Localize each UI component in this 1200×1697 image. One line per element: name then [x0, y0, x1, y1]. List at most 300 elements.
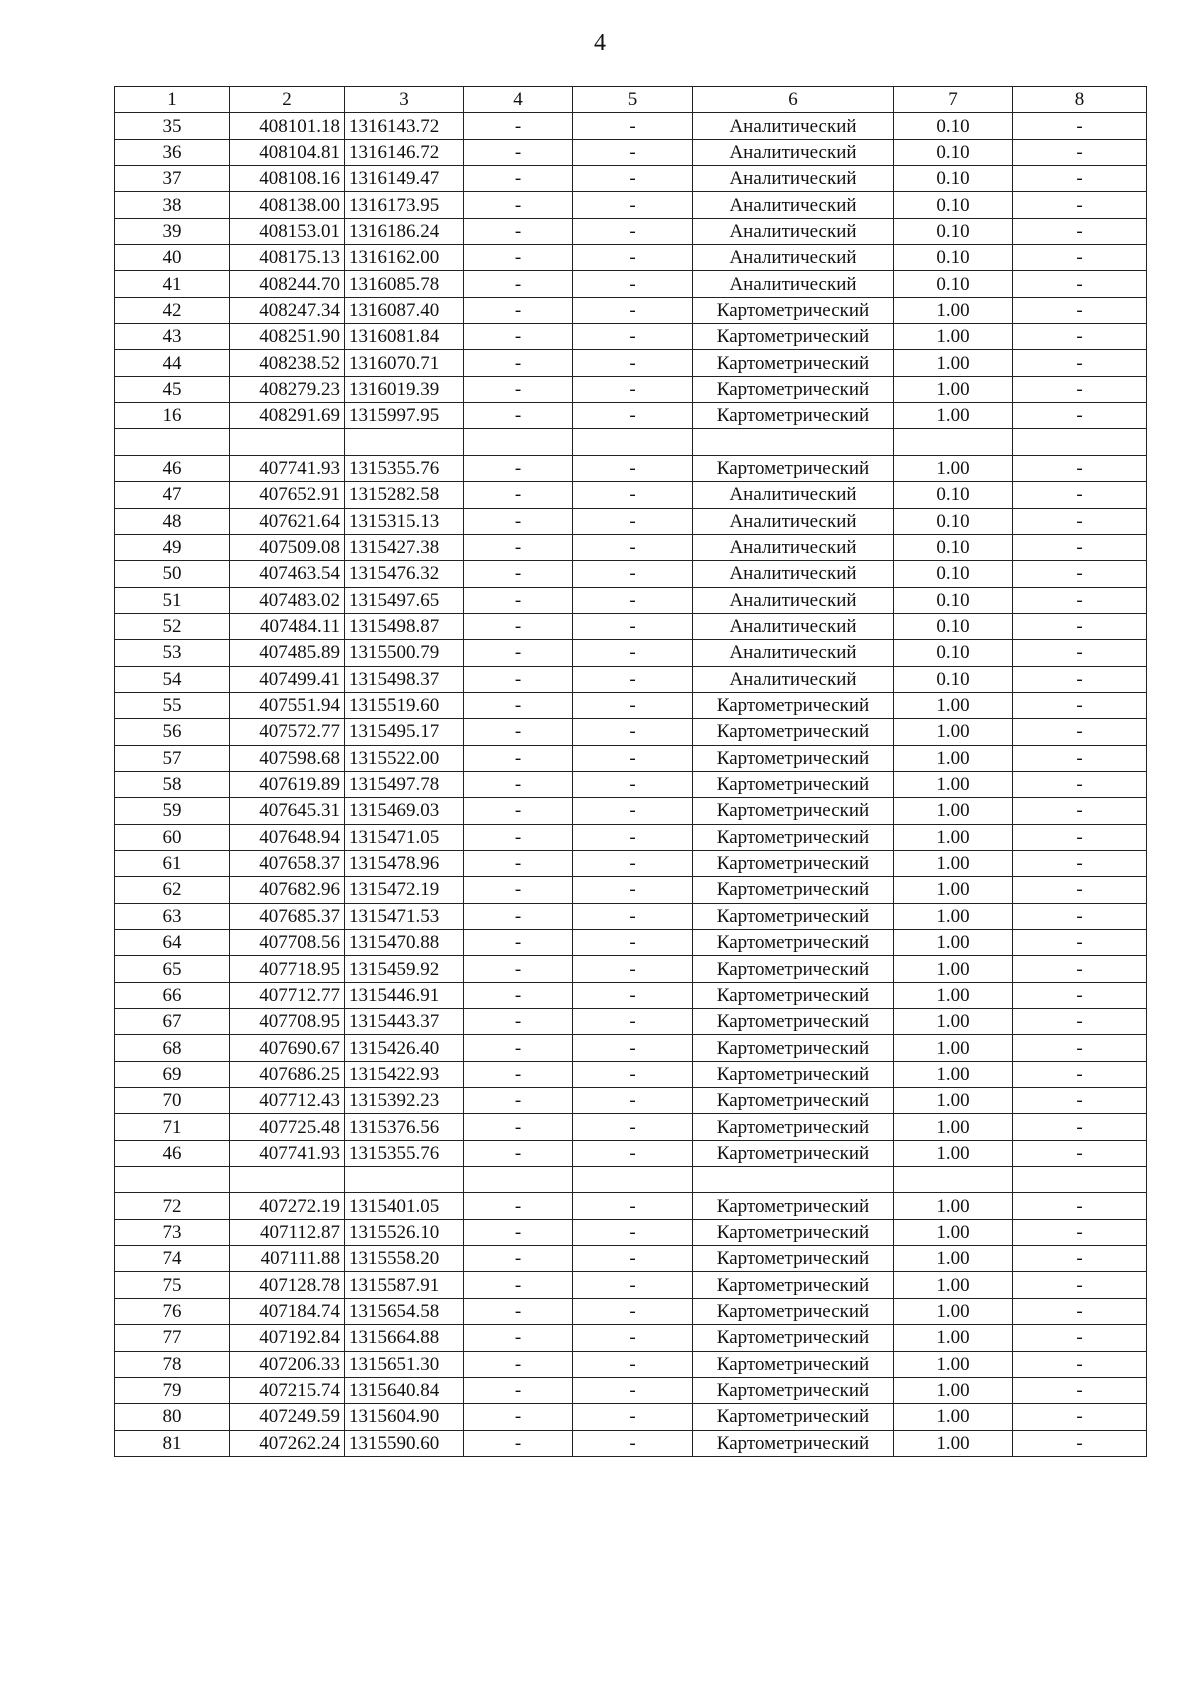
column-8-value-cell: -	[1013, 956, 1147, 982]
method-cell: Картометрический	[693, 1140, 894, 1166]
x-coordinate-cell: 407184.74	[230, 1298, 345, 1324]
column-8-value-cell: -	[1013, 218, 1147, 244]
column-4-value-cell: -	[464, 1009, 573, 1035]
column-4-value-cell: -	[464, 1140, 573, 1166]
column-4-value-cell: -	[464, 1351, 573, 1377]
table-row	[115, 455, 1147, 481]
x-coordinate-cell: 407272.19	[230, 1193, 345, 1219]
column-4-value-cell: -	[464, 692, 573, 718]
point-number-cell: 79	[115, 1377, 230, 1403]
column-5-value-cell: -	[573, 956, 693, 982]
table-row	[115, 877, 1147, 903]
point-number-cell: 66	[115, 982, 230, 1008]
column-8-value-cell: -	[1013, 719, 1147, 745]
y-coordinate-cell: 1315443.37	[345, 1009, 464, 1035]
column-header-5: 5	[573, 87, 693, 113]
column-header-8: 8	[1013, 87, 1147, 113]
column-8-value-cell: -	[1013, 1246, 1147, 1272]
column-8-value-cell: -	[1013, 271, 1147, 297]
method-cell: Картометрический	[693, 1430, 894, 1456]
coordinates-table	[114, 86, 1147, 1457]
table-row	[115, 719, 1147, 745]
x-coordinate-cell: 407741.93	[230, 455, 345, 481]
table-row	[115, 692, 1147, 718]
column-8-value-cell: -	[1013, 1009, 1147, 1035]
column-4-value-cell: -	[464, 403, 573, 429]
column-4-value-cell: -	[464, 824, 573, 850]
point-number-cell: 39	[115, 218, 230, 244]
point-number-cell: 80	[115, 1404, 230, 1430]
point-number-cell: 57	[115, 745, 230, 771]
point-number-cell: 45	[115, 376, 230, 402]
method-cell: Картометрический	[693, 1377, 894, 1403]
y-coordinate-cell: 1315376.56	[345, 1114, 464, 1140]
method-cell: Картометрический	[693, 1061, 894, 1087]
method-cell: Картометрический	[693, 930, 894, 956]
point-number-cell: 67	[115, 1009, 230, 1035]
y-coordinate-cell: 1315355.76	[345, 455, 464, 481]
accuracy-cell: 1.00	[894, 956, 1013, 982]
table-row	[115, 1009, 1147, 1035]
accuracy-cell: 1.00	[894, 930, 1013, 956]
table-row	[115, 798, 1147, 824]
point-number-cell: 47	[115, 482, 230, 508]
table-row	[115, 1430, 1147, 1456]
point-number-cell: 64	[115, 930, 230, 956]
accuracy-cell	[894, 1167, 1013, 1193]
column-5-value-cell: -	[573, 745, 693, 771]
column-5-value-cell: -	[573, 824, 693, 850]
point-number-cell	[115, 1167, 230, 1193]
column-4-value-cell: -	[464, 271, 573, 297]
y-coordinate-cell: 1315497.65	[345, 587, 464, 613]
accuracy-cell: 1.00	[894, 877, 1013, 903]
point-number-cell: 58	[115, 771, 230, 797]
point-number-cell: 38	[115, 192, 230, 218]
column-8-value-cell: -	[1013, 1351, 1147, 1377]
column-4-value-cell: -	[464, 1298, 573, 1324]
column-8-value-cell: -	[1013, 640, 1147, 666]
table-row	[115, 245, 1147, 271]
method-cell: Картометрический	[693, 1193, 894, 1219]
point-number-cell: 56	[115, 719, 230, 745]
point-number-cell: 70	[115, 1088, 230, 1114]
x-coordinate-cell: 408138.00	[230, 192, 345, 218]
x-coordinate-cell: 407645.31	[230, 798, 345, 824]
column-4-value-cell	[464, 429, 573, 455]
point-number-cell: 51	[115, 587, 230, 613]
column-5-value-cell: -	[573, 850, 693, 876]
method-cell: Картометрический	[693, 1246, 894, 1272]
x-coordinate-cell: 407463.54	[230, 561, 345, 587]
column-4-value-cell: -	[464, 850, 573, 876]
column-4-value-cell: -	[464, 245, 573, 271]
point-number-cell: 62	[115, 877, 230, 903]
x-coordinate-cell: 407648.94	[230, 824, 345, 850]
accuracy-cell: 0.10	[894, 245, 1013, 271]
column-8-value-cell: -	[1013, 192, 1147, 218]
column-4-value-cell: -	[464, 166, 573, 192]
table-row	[115, 956, 1147, 982]
column-5-value-cell: -	[573, 245, 693, 271]
column-4-value-cell: -	[464, 613, 573, 639]
point-number-cell: 35	[115, 113, 230, 139]
accuracy-cell: 0.10	[894, 482, 1013, 508]
column-4-value-cell: -	[464, 350, 573, 376]
column-5-value-cell: -	[573, 1298, 693, 1324]
column-4-value-cell: -	[464, 1061, 573, 1087]
x-coordinate-cell: 407652.91	[230, 482, 345, 508]
y-coordinate-cell: 1315522.00	[345, 745, 464, 771]
method-cell	[693, 429, 894, 455]
y-coordinate-cell: 1315476.32	[345, 561, 464, 587]
y-coordinate-cell: 1315497.78	[345, 771, 464, 797]
method-cell: Аналитический	[693, 192, 894, 218]
accuracy-cell: 1.00	[894, 376, 1013, 402]
y-coordinate-cell: 1315401.05	[345, 1193, 464, 1219]
column-8-value-cell: -	[1013, 1035, 1147, 1061]
column-4-value-cell: -	[464, 1193, 573, 1219]
column-header-1: 1	[115, 87, 230, 113]
column-4-value-cell: -	[464, 640, 573, 666]
accuracy-cell: 1.00	[894, 903, 1013, 929]
accuracy-cell: 1.00	[894, 798, 1013, 824]
column-8-value-cell: -	[1013, 587, 1147, 613]
y-coordinate-cell: 1315446.91	[345, 982, 464, 1008]
column-4-value-cell: -	[464, 1325, 573, 1351]
point-number-cell: 81	[115, 1430, 230, 1456]
accuracy-cell: 1.00	[894, 1140, 1013, 1166]
column-4-value-cell: -	[464, 956, 573, 982]
method-cell: Картометрический	[693, 719, 894, 745]
column-header-6: 6	[693, 87, 894, 113]
column-8-value-cell	[1013, 1167, 1147, 1193]
table-row	[115, 1061, 1147, 1087]
y-coordinate-cell: 1315495.17	[345, 719, 464, 745]
column-8-value-cell: -	[1013, 613, 1147, 639]
column-5-value-cell: -	[573, 403, 693, 429]
method-cell: Картометрический	[693, 324, 894, 350]
column-8-value-cell: -	[1013, 403, 1147, 429]
method-cell: Аналитический	[693, 613, 894, 639]
column-4-value-cell: -	[464, 1219, 573, 1245]
column-5-value-cell: -	[573, 166, 693, 192]
table-row	[115, 1088, 1147, 1114]
x-coordinate-cell: 407128.78	[230, 1272, 345, 1298]
accuracy-cell: 0.10	[894, 192, 1013, 218]
x-coordinate-cell: 407682.96	[230, 877, 345, 903]
column-5-value-cell: -	[573, 324, 693, 350]
point-number-cell: 54	[115, 666, 230, 692]
table-row	[115, 534, 1147, 560]
column-8-value-cell: -	[1013, 1272, 1147, 1298]
accuracy-cell: 1.00	[894, 1298, 1013, 1324]
x-coordinate-cell: 407686.25	[230, 1061, 345, 1087]
column-4-value-cell: -	[464, 1114, 573, 1140]
table-row	[115, 1114, 1147, 1140]
column-5-value-cell: -	[573, 1351, 693, 1377]
column-4-value-cell: -	[464, 982, 573, 1008]
point-number-cell: 48	[115, 508, 230, 534]
accuracy-cell: 1.00	[894, 692, 1013, 718]
column-4-value-cell: -	[464, 903, 573, 929]
column-5-value-cell: -	[573, 1035, 693, 1061]
accuracy-cell: 1.00	[894, 1246, 1013, 1272]
x-coordinate-cell	[230, 429, 345, 455]
method-cell: Аналитический	[693, 218, 894, 244]
table-row	[115, 771, 1147, 797]
y-coordinate-cell: 1316186.24	[345, 218, 464, 244]
x-coordinate-cell: 407598.68	[230, 745, 345, 771]
point-number-cell: 72	[115, 1193, 230, 1219]
x-coordinate-cell: 408251.90	[230, 324, 345, 350]
accuracy-cell: 0.10	[894, 534, 1013, 560]
y-coordinate-cell: 1315558.20	[345, 1246, 464, 1272]
accuracy-cell: 1.00	[894, 719, 1013, 745]
accuracy-cell: 0.10	[894, 113, 1013, 139]
column-5-value-cell: -	[573, 666, 693, 692]
x-coordinate-cell: 407499.41	[230, 666, 345, 692]
column-8-value-cell: -	[1013, 534, 1147, 560]
y-coordinate-cell: 1316146.72	[345, 139, 464, 165]
accuracy-cell: 1.00	[894, 324, 1013, 350]
table-row	[115, 192, 1147, 218]
point-number-cell: 65	[115, 956, 230, 982]
column-4-value-cell: -	[464, 324, 573, 350]
column-5-value-cell: -	[573, 561, 693, 587]
y-coordinate-cell: 1316019.39	[345, 376, 464, 402]
point-number-cell: 52	[115, 613, 230, 639]
column-8-value-cell: -	[1013, 1219, 1147, 1245]
method-cell: Аналитический	[693, 245, 894, 271]
accuracy-cell: 0.10	[894, 139, 1013, 165]
column-8-value-cell: -	[1013, 850, 1147, 876]
column-5-value-cell: -	[573, 1246, 693, 1272]
column-8-value-cell: -	[1013, 297, 1147, 323]
x-coordinate-cell: 407215.74	[230, 1377, 345, 1403]
accuracy-cell: 1.00	[894, 850, 1013, 876]
y-coordinate-cell: 1315392.23	[345, 1088, 464, 1114]
point-number-cell: 61	[115, 850, 230, 876]
y-coordinate-cell: 1315651.30	[345, 1351, 464, 1377]
y-coordinate-cell: 1315478.96	[345, 850, 464, 876]
method-cell: Картометрический	[693, 1114, 894, 1140]
table-row	[115, 824, 1147, 850]
column-4-value-cell: -	[464, 930, 573, 956]
column-4-value-cell: -	[464, 561, 573, 587]
x-coordinate-cell: 407111.88	[230, 1246, 345, 1272]
y-coordinate-cell: 1315469.03	[345, 798, 464, 824]
y-coordinate-cell: 1315426.40	[345, 1035, 464, 1061]
y-coordinate-cell: 1315315.13	[345, 508, 464, 534]
y-coordinate-cell: 1316087.40	[345, 297, 464, 323]
column-8-value-cell: -	[1013, 455, 1147, 481]
column-4-value-cell: -	[464, 1377, 573, 1403]
column-5-value-cell: -	[573, 271, 693, 297]
column-8-value-cell: -	[1013, 324, 1147, 350]
column-5-value-cell: -	[573, 903, 693, 929]
method-cell	[693, 1167, 894, 1193]
point-number-cell: 37	[115, 166, 230, 192]
method-cell: Картометрический	[693, 1298, 894, 1324]
y-coordinate-cell: 1315282.58	[345, 482, 464, 508]
table-row	[115, 903, 1147, 929]
y-coordinate-cell: 1315472.19	[345, 877, 464, 903]
column-5-value-cell: -	[573, 139, 693, 165]
table-separator-row	[115, 429, 1147, 455]
y-coordinate-cell: 1315470.88	[345, 930, 464, 956]
x-coordinate-cell: 407690.67	[230, 1035, 345, 1061]
x-coordinate-cell: 408238.52	[230, 350, 345, 376]
accuracy-cell: 1.00	[894, 982, 1013, 1008]
point-number-cell: 59	[115, 798, 230, 824]
accuracy-cell: 0.10	[894, 271, 1013, 297]
table-row	[115, 561, 1147, 587]
column-8-value-cell: -	[1013, 1404, 1147, 1430]
x-coordinate-cell: 407484.11	[230, 613, 345, 639]
point-number-cell: 44	[115, 350, 230, 376]
column-8-value-cell: -	[1013, 1114, 1147, 1140]
x-coordinate-cell: 407192.84	[230, 1325, 345, 1351]
x-coordinate-cell: 407708.95	[230, 1009, 345, 1035]
x-coordinate-cell: 407685.37	[230, 903, 345, 929]
y-coordinate-cell: 1315587.91	[345, 1272, 464, 1298]
column-header-2: 2	[230, 87, 345, 113]
column-5-value-cell: -	[573, 930, 693, 956]
column-8-value-cell: -	[1013, 771, 1147, 797]
column-4-value-cell: -	[464, 1035, 573, 1061]
accuracy-cell: 1.00	[894, 1219, 1013, 1245]
accuracy-cell: 0.10	[894, 587, 1013, 613]
column-5-value-cell: -	[573, 1430, 693, 1456]
x-coordinate-cell: 407708.56	[230, 930, 345, 956]
column-8-value-cell: -	[1013, 666, 1147, 692]
column-4-value-cell: -	[464, 192, 573, 218]
x-coordinate-cell: 407509.08	[230, 534, 345, 560]
column-4-value-cell: -	[464, 534, 573, 560]
accuracy-cell: 1.00	[894, 1377, 1013, 1403]
table-row	[115, 930, 1147, 956]
point-number-cell: 49	[115, 534, 230, 560]
y-coordinate-cell: 1315604.90	[345, 1404, 464, 1430]
column-5-value-cell: -	[573, 982, 693, 1008]
point-number-cell: 77	[115, 1325, 230, 1351]
method-cell: Картометрический	[693, 1219, 894, 1245]
column-5-value-cell: -	[573, 297, 693, 323]
column-8-value-cell: -	[1013, 798, 1147, 824]
point-number-cell	[115, 429, 230, 455]
method-cell: Картометрический	[693, 1088, 894, 1114]
table-row	[115, 666, 1147, 692]
x-coordinate-cell: 407262.24	[230, 1430, 345, 1456]
table-row	[115, 508, 1147, 534]
y-coordinate-cell: 1316070.71	[345, 350, 464, 376]
method-cell: Картометрический	[693, 376, 894, 402]
table-row	[115, 1298, 1147, 1324]
y-coordinate-cell: 1315459.92	[345, 956, 464, 982]
column-5-value-cell: -	[573, 771, 693, 797]
table-row	[115, 297, 1147, 323]
x-coordinate-cell: 407206.33	[230, 1351, 345, 1377]
column-5-value-cell: -	[573, 719, 693, 745]
y-coordinate-cell: 1315471.05	[345, 824, 464, 850]
x-coordinate-cell: 407551.94	[230, 692, 345, 718]
accuracy-cell: 0.10	[894, 218, 1013, 244]
method-cell: Аналитический	[693, 166, 894, 192]
column-4-value-cell: -	[464, 376, 573, 402]
table-row	[115, 139, 1147, 165]
column-5-value-cell: -	[573, 1114, 693, 1140]
x-coordinate-cell: 407619.89	[230, 771, 345, 797]
y-coordinate-cell: 1316162.00	[345, 245, 464, 271]
x-coordinate-cell: 408101.18	[230, 113, 345, 139]
column-5-value-cell: -	[573, 613, 693, 639]
table-row	[115, 1325, 1147, 1351]
y-coordinate-cell: 1316081.84	[345, 324, 464, 350]
method-cell: Аналитический	[693, 271, 894, 297]
accuracy-cell: 1.00	[894, 297, 1013, 323]
method-cell: Картометрический	[693, 745, 894, 771]
column-5-value-cell: -	[573, 1404, 693, 1430]
column-8-value-cell: -	[1013, 745, 1147, 771]
y-coordinate-cell: 1316149.47	[345, 166, 464, 192]
column-5-value-cell: -	[573, 1219, 693, 1245]
method-cell: Картометрический	[693, 1351, 894, 1377]
x-coordinate-cell: 407658.37	[230, 850, 345, 876]
column-header-4: 4	[464, 87, 573, 113]
method-cell: Картометрический	[693, 1035, 894, 1061]
point-number-cell: 41	[115, 271, 230, 297]
table-header-row	[115, 87, 1147, 113]
x-coordinate-cell: 408104.81	[230, 139, 345, 165]
column-8-value-cell: -	[1013, 139, 1147, 165]
column-5-value-cell: -	[573, 1061, 693, 1087]
column-4-value-cell: -	[464, 113, 573, 139]
y-coordinate-cell: 1315654.58	[345, 1298, 464, 1324]
point-number-cell: 55	[115, 692, 230, 718]
point-number-cell: 73	[115, 1219, 230, 1245]
y-coordinate-cell: 1316085.78	[345, 271, 464, 297]
accuracy-cell: 1.00	[894, 350, 1013, 376]
method-cell: Картометрический	[693, 982, 894, 1008]
accuracy-cell: 1.00	[894, 1088, 1013, 1114]
table-row	[115, 218, 1147, 244]
accuracy-cell: 1.00	[894, 1325, 1013, 1351]
y-coordinate-cell: 1315526.10	[345, 1219, 464, 1245]
accuracy-cell: 0.10	[894, 561, 1013, 587]
column-5-value-cell: -	[573, 1088, 693, 1114]
x-coordinate-cell: 407112.87	[230, 1219, 345, 1245]
table-row	[115, 982, 1147, 1008]
column-8-value-cell: -	[1013, 982, 1147, 1008]
column-4-value-cell: -	[464, 508, 573, 534]
point-number-cell: 16	[115, 403, 230, 429]
x-coordinate-cell: 407249.59	[230, 1404, 345, 1430]
table-row	[115, 1246, 1147, 1272]
accuracy-cell	[894, 429, 1013, 455]
column-4-value-cell: -	[464, 1246, 573, 1272]
column-8-value-cell: -	[1013, 692, 1147, 718]
y-coordinate-cell	[345, 1167, 464, 1193]
column-4-value-cell: -	[464, 482, 573, 508]
column-4-value-cell: -	[464, 1404, 573, 1430]
column-8-value-cell: -	[1013, 1298, 1147, 1324]
table-row	[115, 482, 1147, 508]
table-row	[115, 745, 1147, 771]
y-coordinate-cell: 1315427.38	[345, 534, 464, 560]
column-8-value-cell: -	[1013, 113, 1147, 139]
column-5-value-cell: -	[573, 1193, 693, 1219]
